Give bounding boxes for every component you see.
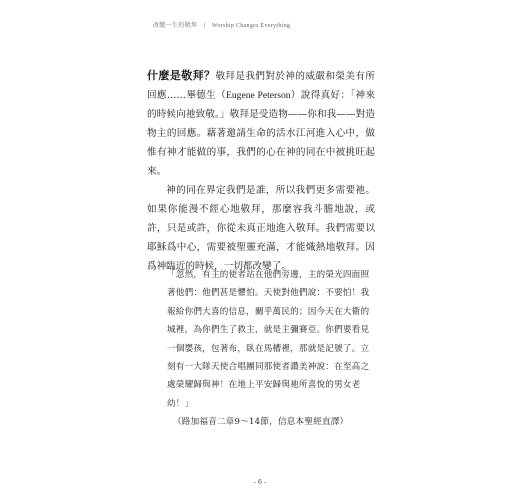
lead-term: 什麼是敬拜？ (147, 69, 216, 82)
paragraph-1-text-b: ）說得真好：「神來的時候向祂致敬。」敬拜是受造物——你和我——對造物主的回應。藉著邀請生命的活水江河進入心中，做惟有神才能做的事，我們的心在神的同在中被挑旺起來。 (147, 90, 375, 177)
paragraph-2: 神的同在界定我們是誰，所以我們更多需要祂。如果你能漫不經心地敬拜，那麼容我斗膽地說，或許，只是或許，你從未真正地進入敬拜。我們需要以耶穌爲中心，需要被聖靈充滿，才能熾熱地敬拜。因爲神臨近的時候，一切都改變了。 (147, 185, 375, 272)
main-text (147, 66, 375, 276)
paragraph-1-text-a: 敬拜是我們對於神的威嚴和榮美有所回應……畢德生（ (147, 71, 376, 101)
running-header (153, 20, 290, 29)
paragraph-1 (147, 66, 375, 181)
author-name: Eugene Peterson (226, 90, 291, 101)
scripture-quote (167, 266, 373, 432)
page-number: - 6 - (253, 478, 267, 486)
book-title: 改變一生的敬拜 (153, 22, 198, 29)
book-english-title: Worship Changes Everything (211, 23, 291, 29)
quote-citation: （路加福音二章9～14節，信息本聖經直譯） (173, 417, 349, 428)
quote-text: 「忽然，有主的使者站在他們旁邊，主的榮光四面照著他們：他們甚是懼怕。天使對他們說：不要怕！我報給你們大喜的信息，關乎萬民的；因今天在大衛的城裡，為你們生了救主，就是主彌賽亞。你們要看見一個嬰孩，包著布，臥在馬槽裡，那就是記號了。立刻有一大隊天使合唱團同那使者讚美神說：在至高之處榮耀歸與神！在地上平安歸與祂所喜悅的男女老幼！」 (167, 270, 370, 409)
header-separator: | (203, 22, 206, 29)
